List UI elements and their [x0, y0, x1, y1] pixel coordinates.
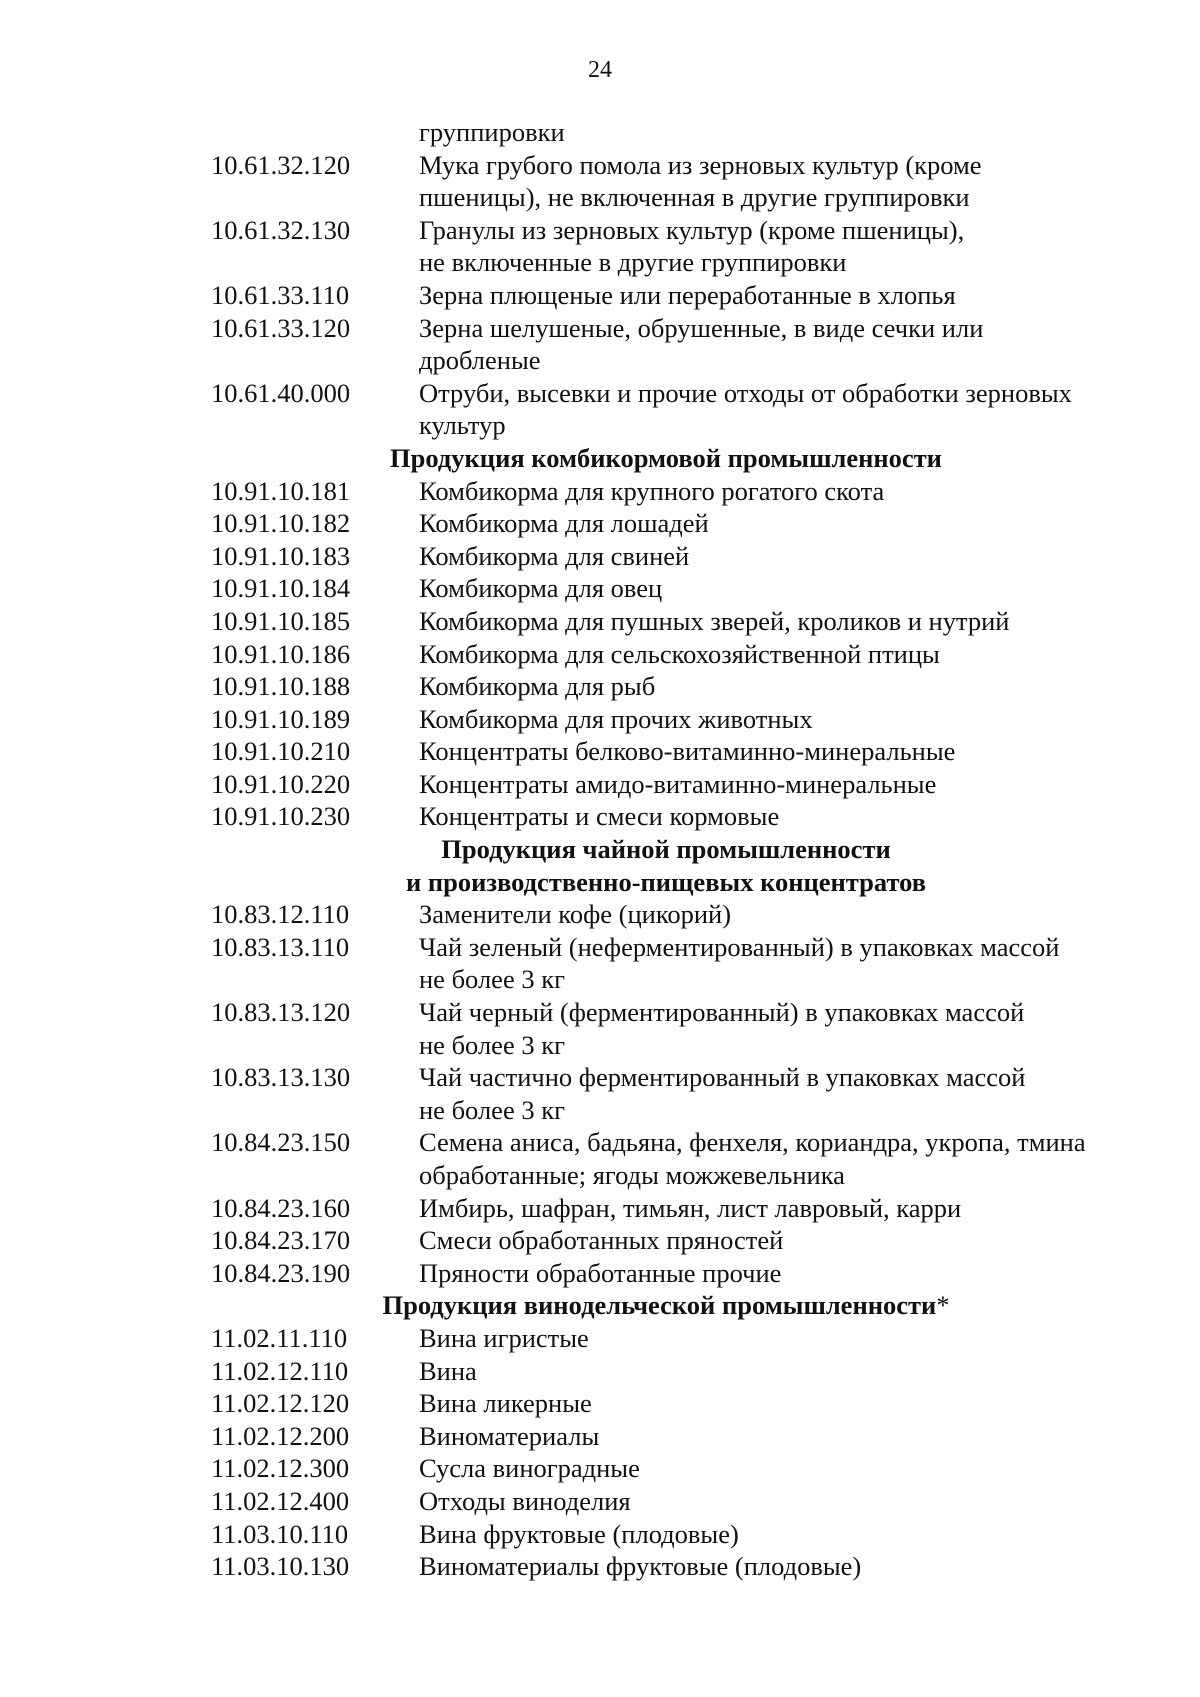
list-item: [211, 214, 1151, 279]
product-code: 10.61.33.110: [211, 279, 350, 310]
product-name: Комбикорма для рыб: [419, 671, 656, 702]
product-name: Вина фруктовые (плодовые): [419, 1518, 739, 1549]
section-heading-text: Продукция винодельческой промышленности: [382, 1290, 937, 1321]
list-item: [211, 768, 1151, 801]
product-code: 10.84.23.150: [211, 1127, 351, 1158]
product-code: 10.91.10.230: [211, 801, 351, 832]
list-item: [211, 1387, 1151, 1420]
list-item: [211, 605, 1151, 638]
product-code: 10.91.10.189: [211, 703, 351, 734]
list-item: [211, 898, 1151, 931]
product-code: 11.03.10.110: [211, 1518, 349, 1549]
product-code-list: [211, 116, 1151, 1583]
continuation-row: [211, 116, 1151, 149]
list-item: [211, 1126, 1151, 1191]
list-item: [211, 996, 1151, 1061]
list-item: [211, 572, 1151, 605]
list-item: [211, 149, 1151, 214]
product-code: 10.83.13.130: [211, 1062, 351, 1093]
product-name: Комбикорма для крупного рогатого скота: [419, 475, 885, 506]
product-code: 11.02.11.110: [211, 1322, 348, 1353]
product-code: 10.61.33.120: [211, 312, 351, 343]
product-code: 11.02.12.110: [211, 1355, 349, 1386]
product-name: Сусла виноградные: [419, 1453, 640, 1484]
product-name: Комбикорма для свиней: [419, 540, 690, 571]
product-name: Вина игристые: [419, 1322, 589, 1353]
product-name: Отруби, высевки и прочие отходы от обработки зерновых культур: [419, 377, 1072, 441]
list-item: [211, 475, 1151, 508]
footnote-marker: *: [936, 1290, 950, 1321]
product-code: 10.91.10.181: [211, 475, 351, 506]
product-name: Чай зеленый (неферментированный) в упаковках массой не более 3 кг: [419, 931, 1060, 995]
product-name: Концентраты амидо-витаминно-минеральные: [419, 768, 937, 799]
section-heading-text: Продукция чайной промышленности и производственно-пищевых концентратов: [405, 834, 927, 897]
list-item: [211, 312, 1151, 377]
section-heading-text: Продукция комбикормовой промышленности: [390, 442, 942, 473]
list-item: [211, 1322, 1151, 1355]
list-item: [211, 377, 1151, 442]
product-code: 10.84.23.190: [211, 1257, 351, 1288]
product-name: Виноматериалы фруктовые (плодовые): [419, 1551, 862, 1582]
list-item: [211, 1550, 1151, 1583]
product-name: Концентраты белково-витаминно-минеральные: [419, 736, 956, 767]
product-code: 10.84.23.160: [211, 1192, 351, 1223]
product-code: 11.02.12.300: [211, 1453, 350, 1484]
product-name: Мука грубого помола из зерновых культур (кроме пшеницы), не включенная в другие группировки: [419, 149, 982, 213]
list-item: [211, 1485, 1151, 1518]
product-code: 10.83.13.120: [211, 997, 351, 1028]
product-code: 10.91.10.183: [211, 540, 351, 571]
product-name: Вина: [419, 1355, 477, 1386]
product-code: 10.91.10.182: [211, 508, 351, 539]
product-code: 10.91.10.210: [211, 736, 351, 767]
product-code: 10.84.23.170: [211, 1225, 351, 1256]
product-name: Комбикорма для пушных зверей, кроликов и нутрий: [419, 605, 1010, 636]
product-code: 10.83.12.110: [211, 899, 350, 930]
list-item: [211, 1192, 1151, 1225]
product-name: Виноматериалы: [419, 1420, 600, 1451]
product-code: 11.02.12.200: [211, 1420, 350, 1451]
product-name: Зерна шелушеные, обрушенные, в виде сечки или дробленые: [419, 312, 984, 376]
list-item: [211, 1355, 1151, 1388]
list-item: [211, 1452, 1151, 1485]
section-heading: [181, 442, 1151, 475]
list-body: [211, 149, 1151, 1583]
product-code: 10.91.10.188: [211, 671, 351, 702]
list-item: [211, 540, 1151, 573]
list-item: [211, 931, 1151, 996]
product-name: Концентраты и смеси кормовые: [419, 801, 780, 832]
product-code: 10.91.10.220: [211, 768, 351, 799]
product-code: 10.83.13.110: [211, 931, 350, 962]
product-code: 11.03.10.130: [211, 1551, 350, 1582]
section-heading: [181, 1289, 1151, 1322]
list-item: [211, 1224, 1151, 1257]
product-name: Гранулы из зерновых культур (кроме пшеницы), не включенные в другие группировки: [419, 214, 965, 278]
continuation-text: группировки: [419, 117, 565, 147]
list-item: [211, 507, 1151, 540]
product-name: Семена аниса, бадьяна, фенхеля, кориандра, укропа, тмина обработанные; ягоды можжевельника: [419, 1127, 1086, 1190]
list-item: [211, 670, 1151, 703]
list-item: [211, 1061, 1151, 1126]
product-code: 11.02.12.400: [211, 1485, 350, 1516]
product-name: Чай частично ферментированный в упаковках массой не более 3 кг: [419, 1062, 1026, 1125]
product-code: 10.61.32.120: [211, 149, 351, 180]
product-name: Комбикорма для прочих животных: [419, 703, 813, 734]
page-number: 24: [588, 57, 612, 83]
list-item: [211, 1420, 1151, 1453]
product-name: Имбирь, шафран, тимьян, лист лавровый, карри: [419, 1192, 962, 1223]
product-name: Чай черный (ферментированный) в упаковках массой не более 3 кг: [419, 997, 1025, 1060]
product-name: Зерна плющеные или переработанные в хлопья: [419, 279, 956, 310]
product-name: Отходы виноделия: [419, 1485, 631, 1516]
product-code: 11.02.12.120: [211, 1388, 350, 1419]
product-name: Комбикорма для овец: [419, 573, 663, 604]
product-name: Комбикорма для сельскохозяйственной птицы: [419, 638, 940, 669]
list-item: [211, 703, 1151, 736]
product-name: Вина ликерные: [419, 1388, 592, 1419]
product-code: 10.61.32.130: [211, 214, 351, 245]
list-item: [211, 279, 1151, 312]
product-name: Комбикорма для лошадей: [419, 508, 709, 539]
list-item: [211, 1257, 1151, 1290]
product-name: Смеси обработанных пряностей: [419, 1225, 784, 1256]
product-code: 10.91.10.185: [211, 605, 351, 636]
product-code: 10.61.40.000: [211, 377, 351, 408]
list-item: [211, 800, 1151, 833]
product-code: 10.91.10.184: [211, 573, 351, 604]
section-heading: [181, 833, 1151, 898]
product-code: 10.91.10.186: [211, 638, 351, 669]
list-item: [211, 735, 1151, 768]
list-item: [211, 1518, 1151, 1551]
product-name: Заменители кофе (цикорий): [419, 899, 732, 930]
list-item: [211, 638, 1151, 671]
product-name: Пряности обработанные прочие: [419, 1257, 782, 1288]
